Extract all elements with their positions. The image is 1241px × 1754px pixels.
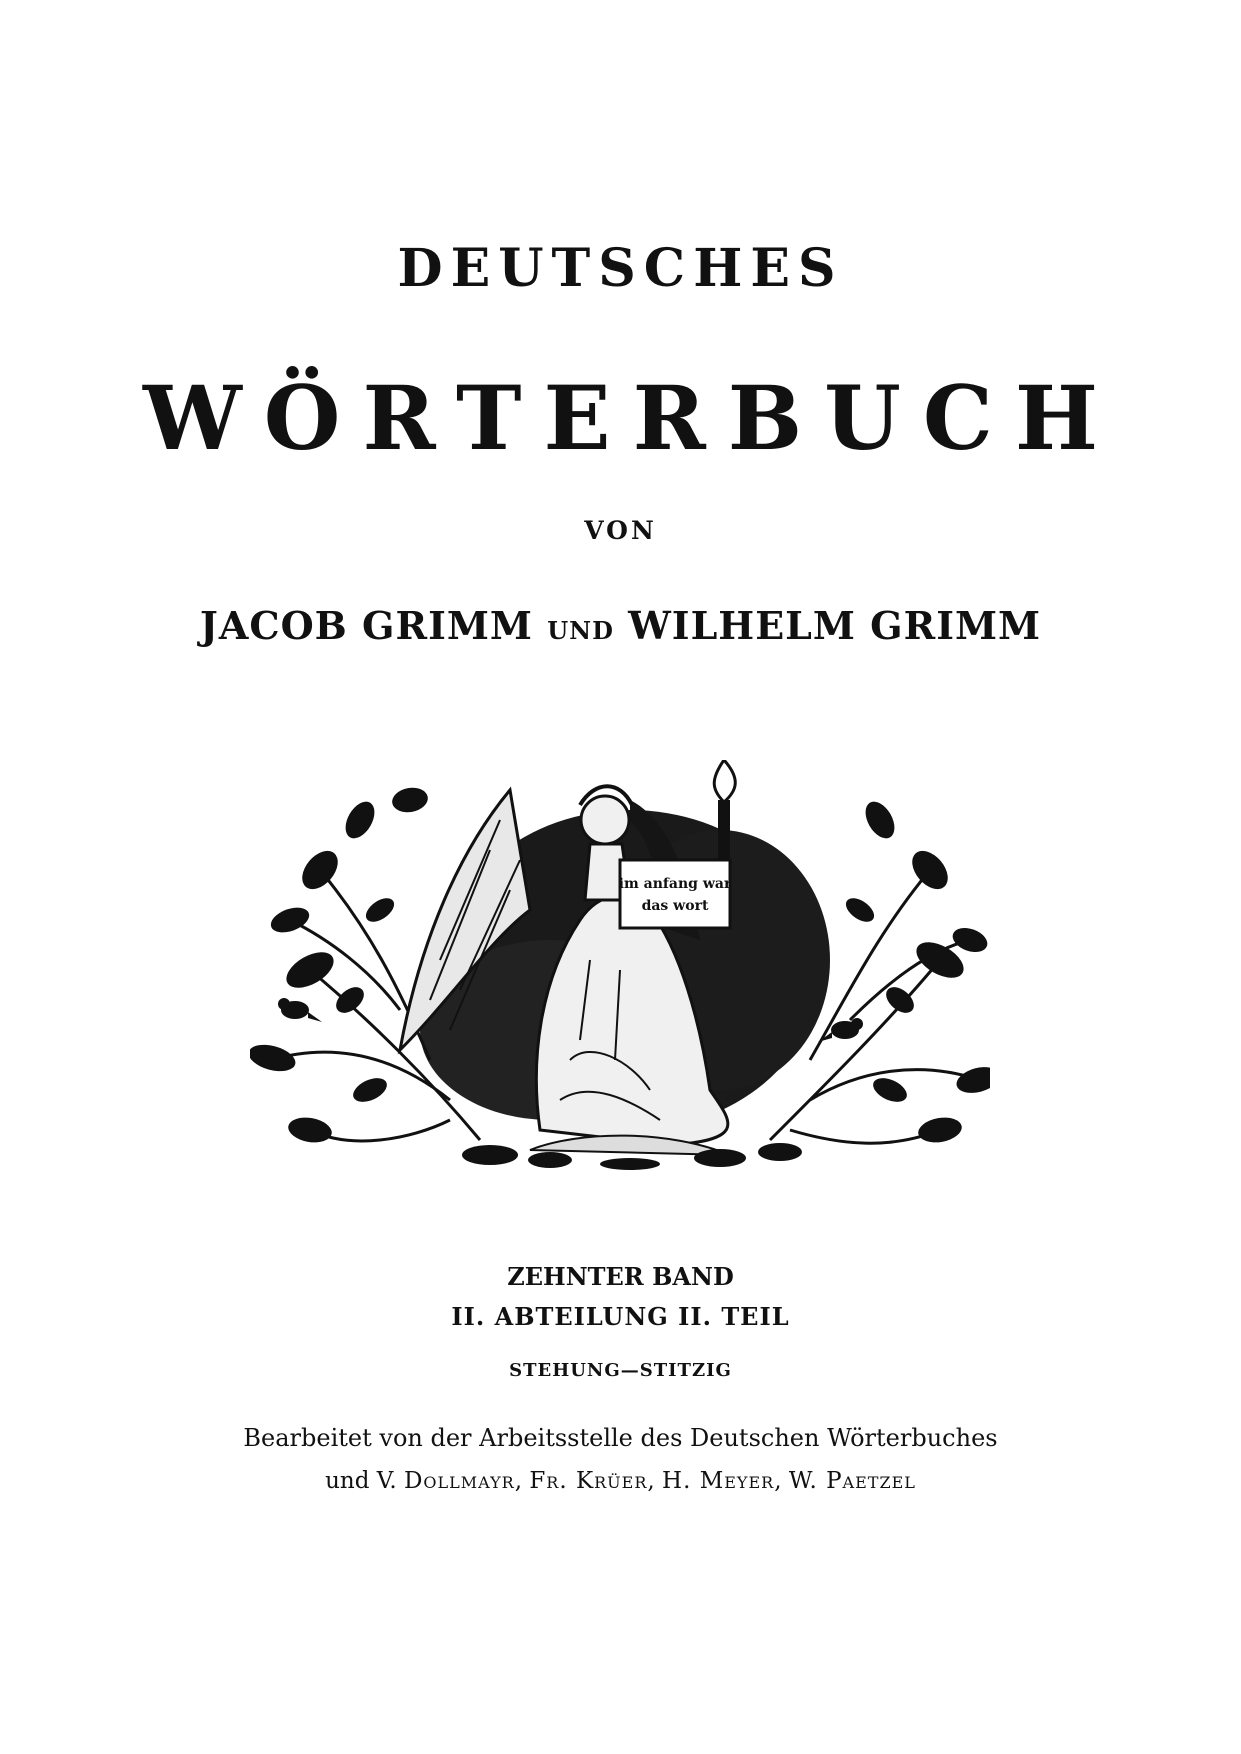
credit-prefix: und V. (325, 1468, 404, 1494)
volume-range: STEHUNG—STITZIG (509, 1360, 732, 1381)
bird-right-icon (818, 1018, 863, 1042)
editor-name: W. Paetzel (788, 1468, 916, 1494)
right-leaves (842, 797, 990, 1146)
volume-band: ZEHNTER BAND (507, 1262, 734, 1291)
editor-name: Fr. Krüer (529, 1468, 648, 1494)
tablet-text-line-2: das wort (641, 898, 709, 914)
authors-line (0, 603, 1241, 648)
bird-left-icon (278, 998, 322, 1022)
editor-name: H. Meyer (662, 1468, 775, 1494)
credit-line-1: Bearbeitet von der Arbeitsstelle des Deutschen Wörterbuches (243, 1424, 998, 1452)
author-jacob: JACOB GRIMM (199, 603, 533, 648)
left-leaves (250, 785, 430, 1146)
allegorical-vignette (250, 760, 990, 1170)
editor-name: Dollmayr (403, 1468, 515, 1494)
title-line-2: WÖRTERBUCH (142, 366, 1121, 470)
von-label: VON (584, 516, 657, 545)
author-connector: UND (547, 616, 614, 645)
title-line-1: DEUTSCHES (397, 238, 844, 299)
volume-abteilung: II. ABTEILUNG II. TEIL (451, 1302, 790, 1331)
credit-line-2: und V. Dollmayr, Fr. Krüer, H. Meyer, W. Paetzel (325, 1468, 916, 1494)
tablet-text-line-1: im anfang war (618, 876, 732, 892)
tablet (619, 860, 732, 928)
author-wilhelm: WILHELM GRIMM (628, 603, 1042, 648)
